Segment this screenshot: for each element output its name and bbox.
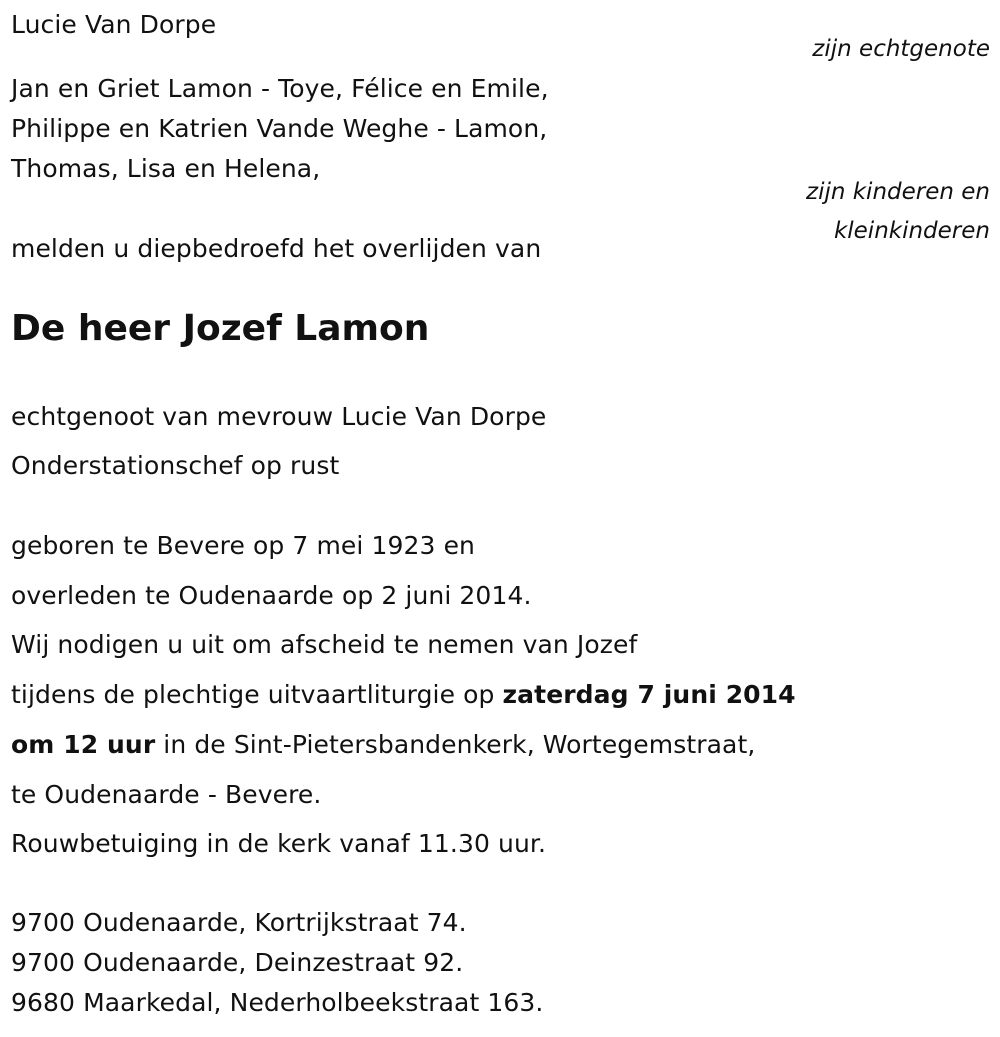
ceremony-time: om 12 uur <box>11 730 156 759</box>
profession: Onderstationschef op rust <box>11 451 340 480</box>
announcement: melden u diepbedroefd het overlijden van <box>11 234 542 263</box>
spouse-name: Lucie Van Dorpe <box>11 10 217 39</box>
children-role-line2: kleinkinderen <box>833 218 990 244</box>
children-line: Philippe en Katrien Vande Weghe - Lamon, <box>11 114 548 143</box>
liturgy-date: zaterdag 7 juni 2014 <box>502 680 796 709</box>
address-line: 9680 Maarkedal, Nederholbeekstraat 163. <box>11 988 544 1017</box>
spouse-of: echtgenoot van mevrouw Lucie Van Dorpe <box>11 402 547 431</box>
invite-line: Wij nodigen u uit om afscheid te nemen van Jozef <box>11 630 638 659</box>
children-line: Thomas, Lisa en Helena, <box>11 154 321 183</box>
children-role-line1: zijn kinderen en <box>806 179 990 205</box>
condolences-line: Rouwbetuiging in de kerk vanaf 11.30 uur. <box>11 829 547 858</box>
liturgy-prefix: tijdens de plechtige uitvaartliturgie op <box>11 680 503 709</box>
deceased-name: De heer Jozef Lamon <box>11 308 430 349</box>
liturgy-line <box>11 680 796 710</box>
address-line: 9700 Oudenaarde, Deinzestraat 92. <box>11 948 464 977</box>
ceremony-location: in de Sint-Pietersbandenkerk, Wortegemstraat, <box>155 730 756 759</box>
children-line: Jan en Griet Lamon - Toye, Félice en Emile, <box>11 74 549 103</box>
born-line: geboren te Bevere op 7 mei 1923 en <box>11 531 475 560</box>
spouse-role: zijn echtgenote <box>812 36 990 62</box>
location-city: te Oudenaarde - Bevere. <box>11 780 322 809</box>
time-location-line <box>11 730 755 760</box>
address-line: 9700 Oudenaarde, Kortrijkstraat 74. <box>11 908 467 937</box>
died-line: overleden te Oudenaarde op 2 juni 2014. <box>11 581 532 610</box>
